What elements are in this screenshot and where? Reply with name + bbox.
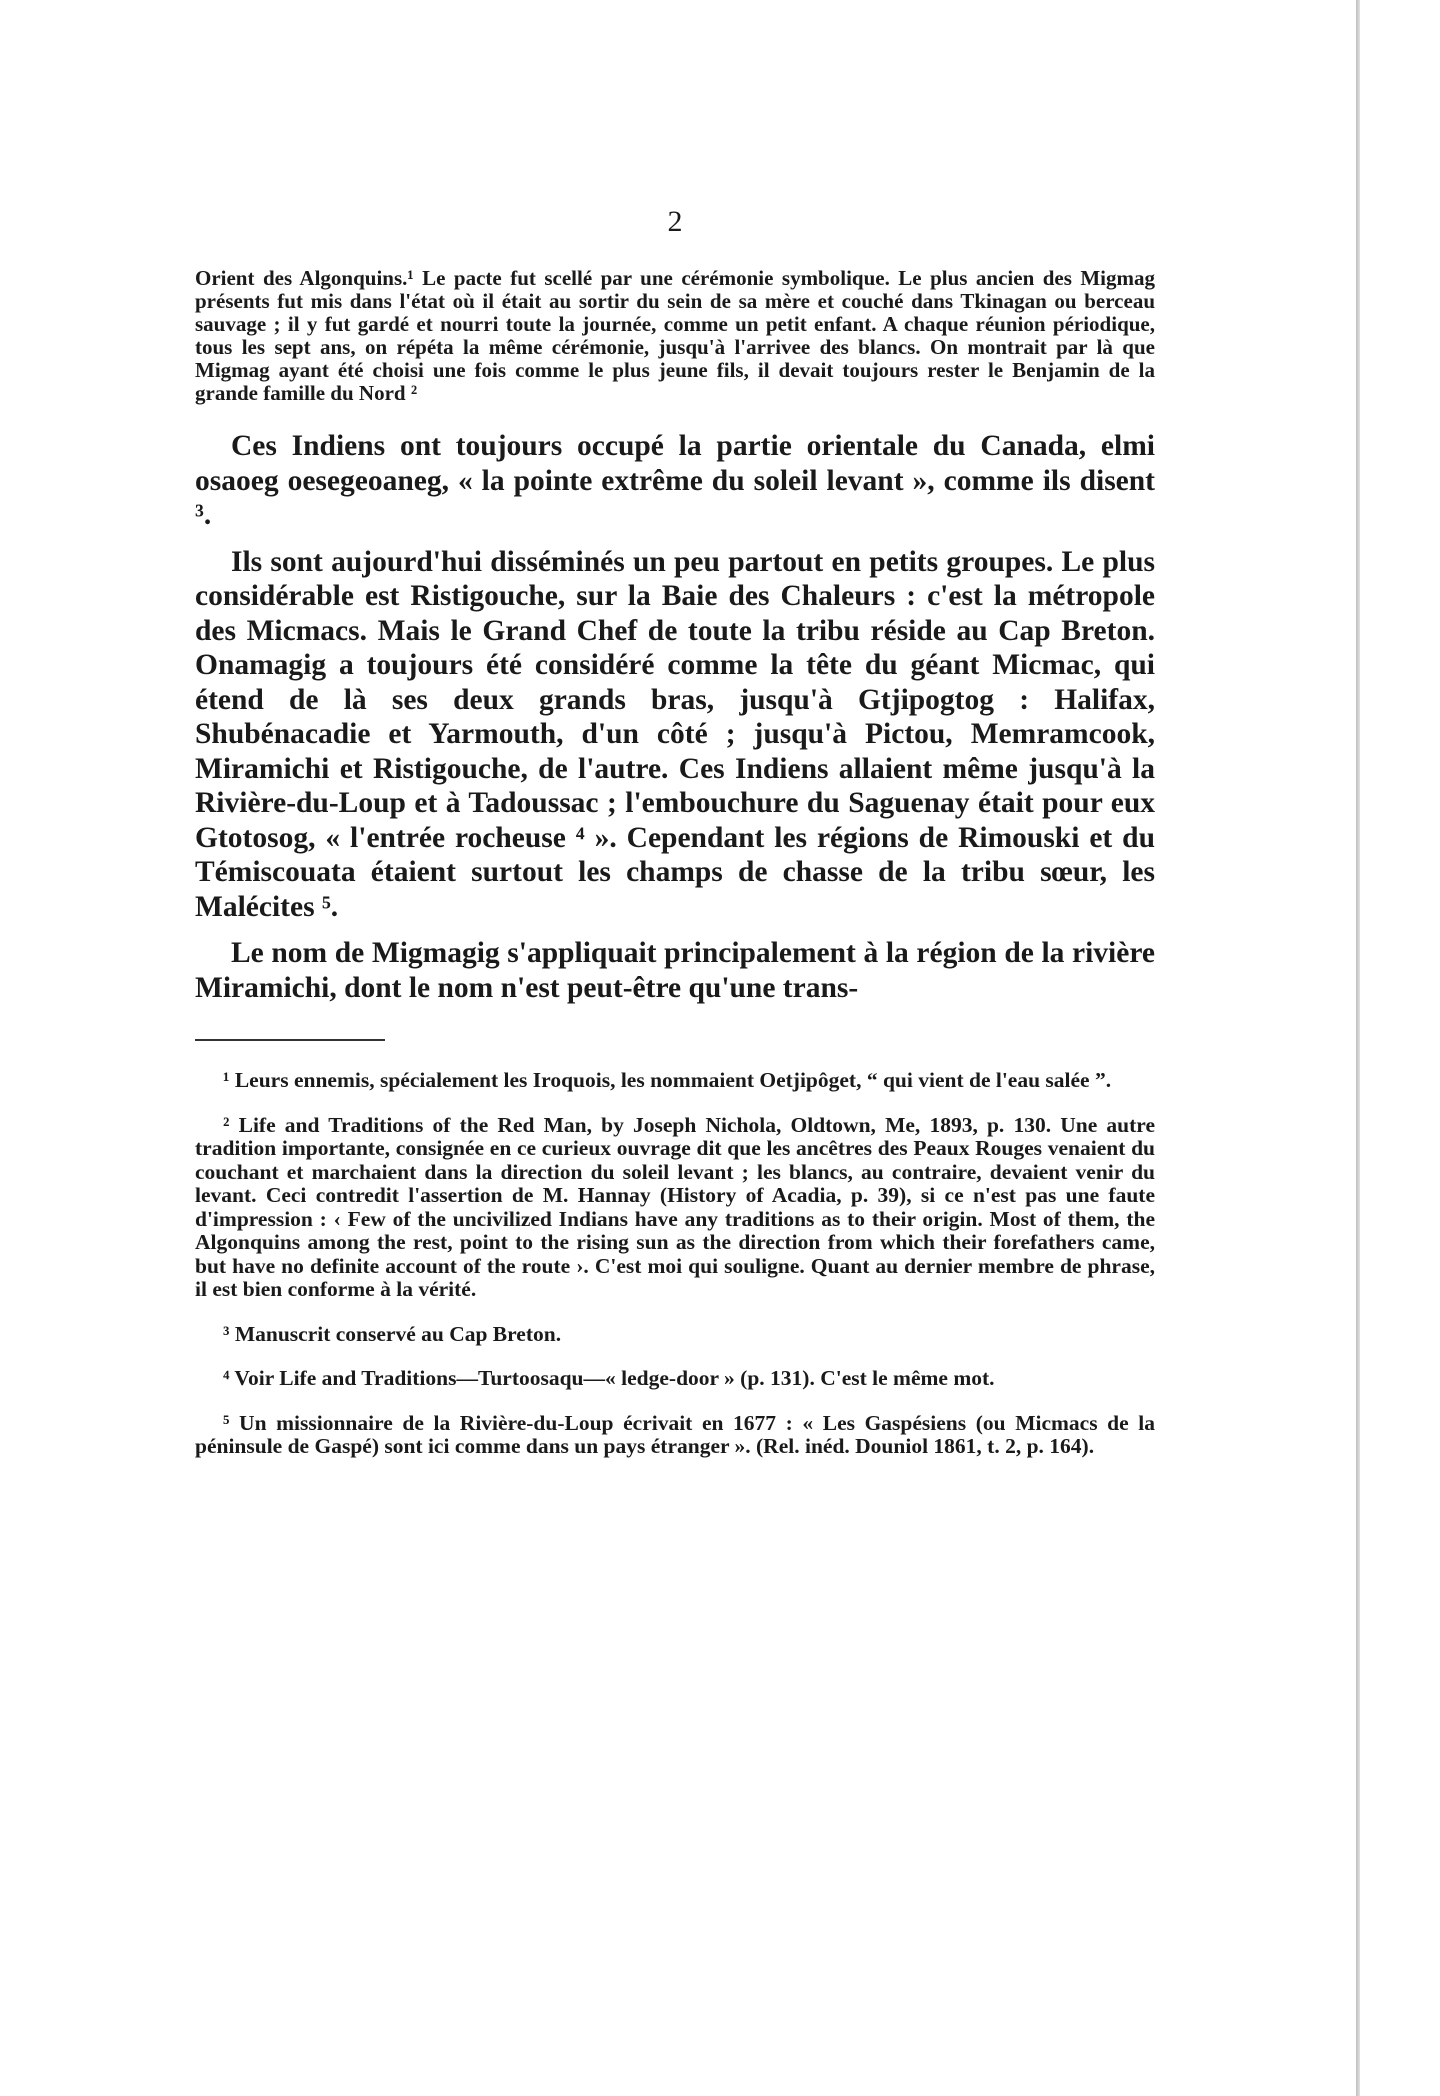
intro-paragraph: Orient des Algonquins.¹ Le pacte fut scellé par une cérémonie symbolique. Le plus ancien des Migmag présents fut mis dans l'état où il était au sortir du sein de sa mère et couché dans Tkinagan ou berceau sauvage ; il y fut gardé et nourri toute la journée, comme un petit enfant. A chaque réunion périodique, tous les sept ans, on répéta la même cérémonie, jusqu'à l'arrivee des blancs. On montrait par là que Migmag ayant été choisi une fois comme le plus jeune fils, il devait toujours rester le Benjamin de la grande famille du Nord ²: [195, 266, 1155, 405]
main-text: [195, 429, 1155, 1005]
page-number: 2: [667, 205, 683, 238]
footnote-5: ⁵ Un missionnaire de la Rivière-du-Loup écrivait en 1677 : « Les Gaspésiens (ou Micmacs de la péninsule de Gaspé) sont ici comme dans un pays étranger ». (Rel. inéd. Douniol 1861, t. 2, p. 164).: [195, 1410, 1155, 1458]
footnote-divider: [195, 1039, 385, 1041]
footnotes: [195, 1069, 1155, 1459]
scan-page-edge: [1356, 0, 1360, 2096]
body-paragraph-1: Ces Indiens ont toujours occupé la partie orientale du Canada, elmi osaoeg oesegeoaneg, « la pointe extrême du soleil levant », comme ils disent ³.: [195, 430, 1155, 531]
body-paragraph-2: Ils sont aujourd'hui disséminés un peu partout en petits groupes. Le plus considérable est Ristigouche, sur la Baie des Chaleurs : c'est la métropole des Micmacs. Mais le Grand Chef de toute la tribu réside au Cap Breton. Onamagig a toujours été considéré comme la tête du géant Micmac, qui étend de là ses deux grands bras, jusqu'à Gtjipogtog : Halifax, Shubénacadie et Yarmouth, d'un côté ; jusqu'à Pictou, Memramcook, Miramichi et Ristigouche, de l'autre. Ces Indiens allaient même jusqu'à la Rivière-du-Loup et à Tadoussac ; l'embouchure du Saguenay était pour eux Gtotosog, « l'entrée rocheuse ⁴ ». Cependant les régions de Rimouski et du Témiscouata étaient surtout les champs de chasse de la tribu sœur, les Malécites ⁵.: [195, 545, 1155, 923]
document-page: [195, 205, 1155, 1480]
footnote-4: ⁴ Voir Life and Traditions—Turtoosaqu—« ledge-door » (p. 131). C'est le même mot.: [223, 1366, 995, 1390]
footnote-1: ¹ Leurs ennemis, spécialement les Iroquois, les nommaient Oetjipôget, “ qui vient de l'eau salée ”.: [223, 1068, 1112, 1092]
footnote-3: ³ Manuscrit conservé au Cap Breton.: [223, 1321, 562, 1346]
intro-paragraph-block: [195, 267, 1155, 405]
footnote-2: ² Life and Traditions of the Red Man, by Joseph Nichola, Oldtown, Me, 1893, p. 130. Une autre tradition importante, consignée en ce curieux ouvrage dit que les ancêtres des Peaux Rouges venaient du couchant et marchaient dans la direction du soleil levant ; les blancs, au contraire, devaient venir du levant. Ceci contredit l'assertion de M. Hannay (History of Acadia, p. 39), si ce n'est pas une faute d'impression : ‹ Few of the uncivilized Indians have any traditions as to their origin. Most of them, the Algonquins among the rest, point to the rising sun as the direction from which their forefathers came, but have no definite account of the route ›. C'est moi qui souligne. Quant au dernier membre de phrase, il est bien conforme à la vérité.: [195, 1112, 1155, 1301]
body-paragraph-3: Le nom de Migmagig s'appliquait principalement à la région de la rivière Miramichi, dont le nom n'est peut-être qu'une trans-: [195, 937, 1155, 1004]
